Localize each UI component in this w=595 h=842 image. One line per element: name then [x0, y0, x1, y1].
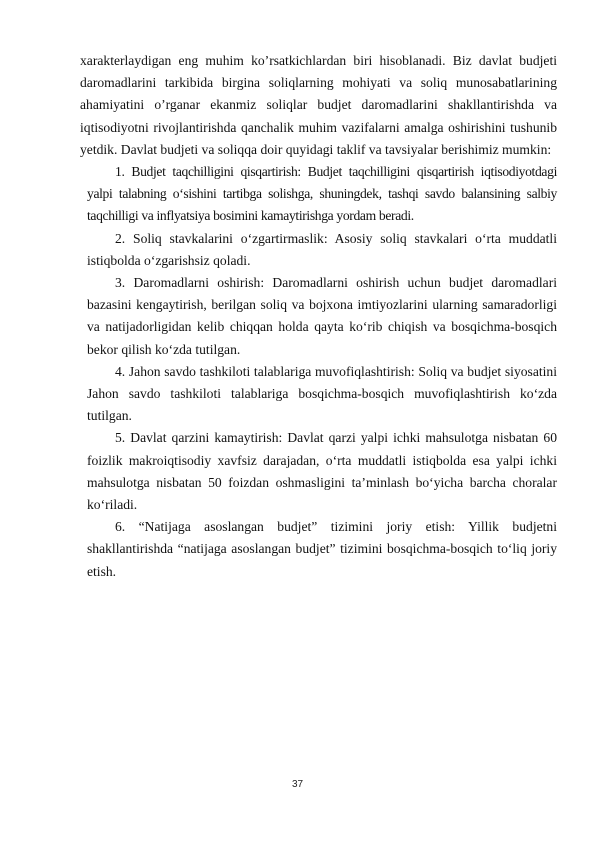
- page-number: 37: [291, 779, 304, 790]
- list-item: 3. Daromadlarni oshirish: Daromadlarni oshirish uchun budjet daromadlari bazasini kengaytirish, berilgan soliq va bojxona imtiyozlarini ularning samaradorligi va natijadorligidan kelib chiqqan holda qayta ko‘rib chiqish va bosqichma-bosqich bekor qilish ko‘zda tutilgan.: [87, 275, 557, 357]
- recommendations-list: [80, 161, 557, 583]
- list-item: 5. Davlat qarzini kamaytirish: Davlat qarzi yalpi ichki mahsulotga nisbatan 60 foizlik makroiqtisodiy xavfsiz darajadan, o‘rta muddatli istiqbolda esa yalpi ichki mahsulotga nisbatan 50 foizdan oshmasligini ta’minlash bo‘yicha barcha choralar ko‘riladi.: [87, 430, 557, 513]
- list-item: 6. “Natijaga asoslangan budjet” tizimini joriy etish: Yillik budjetni shakllantirishda “natijaga asoslangan budjet” tizimini bosqichma-bosqich to‘liq joriy etish.: [87, 519, 557, 579]
- list-item: 4. Jahon savdo tashkiloti talablariga muvofiqlashtirish: Soliq va budjet siyosatini Jahon savdo tashkiloti talablariga bosqichma-bosqich muvofiqlashtirish ko‘zda tutilgan.: [87, 363, 557, 424]
- page-body: [80, 50, 557, 583]
- list-item: 2. Soliq stavkalarini o‘zgartirmaslik: Asosiy soliq stavkalari o‘rta muddatli istiqbolda o‘zgarishsiz qoladi.: [87, 230, 557, 268]
- list-item: 1. Budjet taqchilligini qisqartirish: Budjet taqchilligini qisqartirish iqtisodiyotdagi yalpi talabning o‘sishini tartibga solishga, shuningdek, tashqi savdo balansining salbiy taqchilligi va inflyatsiya bosimini kamaytirishga yordam beradi.: [87, 164, 557, 224]
- intro-paragraph: xarakterlaydigan eng muhim ko’rsatkichlardan biri hisoblanadi. Biz davlat budjeti daromadlarini tarkibida birgina soliqlarning mohiyati va soliq munosabatlarining ahamiyatini o’rganar ekanmiz soliqlar budjet daromadlarini shakllantirishda va iqtisodiyotni rivojlantirishda qanchalik muhim vazifalarni amalga oshirishini tushunib yetdik. Davlat budjeti va soliqqa doir quyidagi taklif va tavsiyalar berishimiz mumkin:: [80, 53, 557, 157]
